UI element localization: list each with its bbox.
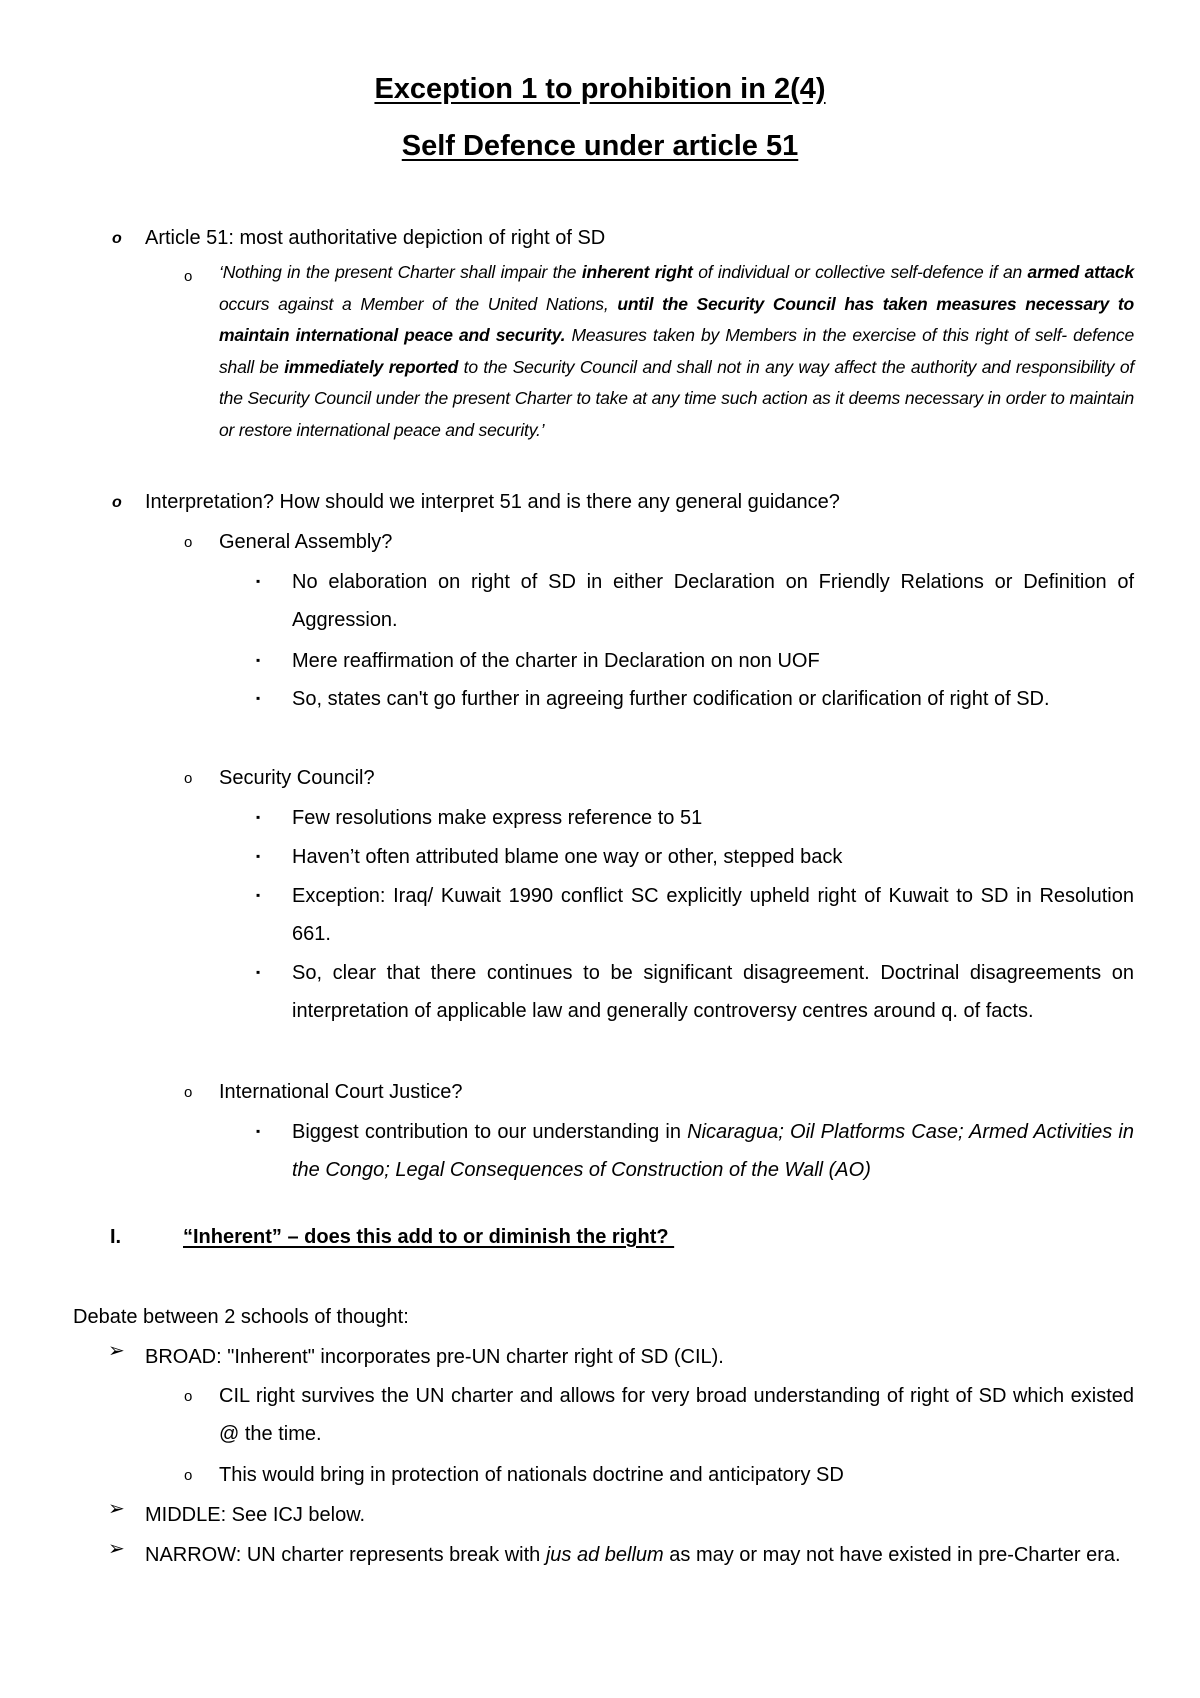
broad-item: BROAD: "Inherent" incorporates pre-UN charter right of SD (CIL).	[145, 1346, 724, 1368]
sc-item-2: Haven’t often attributed blame one way or other, stepped back	[292, 846, 843, 868]
arrow-bullet: ➢	[108, 1538, 125, 1560]
icj-item: Biggest contribution to our understanding in Nicaragua; Oil Platforms Case; Armed Activities in the Congo; Legal Consequences of Construction of the Wall (AO)	[292, 1121, 1134, 1181]
icj-case-list: Nicaragua; Oil Platforms Case; Armed Activities in the Congo; Legal Consequences of Construction of the Wall (AO)	[292, 1121, 1134, 1181]
square-bullet: ▪	[256, 849, 261, 863]
interpretation-item: Interpretation? How should we interpret 51 and is there any general guidance?	[145, 491, 840, 513]
general-assembly-label: General Assembly?	[219, 531, 393, 553]
sc-item-4: So, clear that there continues to be significant disagreement. Doctrinal disagreements on interpretation of applicable law and generally controversy centres around q. of facts.	[292, 962, 1134, 1022]
ga-item-2: Mere reaffirmation of the charter in Declaration on non UOF	[292, 650, 820, 672]
narrow-item: NARROW: UN charter represents break with jus ad bellum as may or may not have existed in pre-Charter era.	[145, 1544, 1121, 1566]
bullet-o-small: o	[184, 1388, 193, 1405]
bullet-o-small: o	[184, 534, 193, 551]
square-bullet: ▪	[256, 1124, 261, 1138]
square-bullet: ▪	[256, 965, 261, 979]
debate-intro: Debate between 2 schools of thought:	[73, 1306, 409, 1328]
sc-item-3: Exception: Iraq/ Kuwait 1990 conflict SC explicitly upheld right of Kuwait to SD in Resolution 661.	[292, 885, 1134, 945]
broad-sub-item-2: This would bring in protection of nationals doctrine and anticipatory SD	[219, 1464, 844, 1486]
sc-item-1: Few resolutions make express reference to 51	[292, 807, 703, 829]
page-title: Exception 1 to prohibition in 2(4)	[374, 73, 826, 105]
bullet-o-small: o	[184, 1084, 193, 1101]
article51-item: Article 51: most authoritative depiction of right of SD	[145, 227, 606, 249]
article51-quote: ‘Nothing in the present Charter shall impair the inherent right of individual or collective self-defence if an armed attack occurs against a Member of the United Nations, until the Security Council has taken measures necessary to maintain international peace and security. Measures taken by Members in the exercise of this right of self- defence shall be immediately reported to the Security Council and shall not in any way affect the authority and responsibility of the Security Council under the present Charter to take at any time such action as it deems necessary in order to maintain or restore international peace and security.’	[219, 262, 1135, 440]
security-council-label: Security Council?	[219, 767, 375, 789]
square-bullet: ▪	[256, 810, 261, 824]
ga-item-3: So, states can't go further in agreeing further codification or clarification of right of SD.	[292, 688, 1050, 710]
bullet-o: o	[112, 494, 122, 511]
page-subtitle: Self Defence under article 51	[401, 130, 799, 162]
square-bullet: ▪	[256, 691, 261, 705]
square-bullet: ▪	[256, 574, 261, 588]
bullet-o: o	[112, 230, 122, 247]
square-bullet: ▪	[256, 888, 261, 902]
bullet-o-small: o	[184, 268, 193, 285]
bullet-o-small: o	[184, 770, 193, 787]
arrow-bullet: ➢	[108, 1340, 125, 1362]
section-heading: “Inherent” – does this add to or diminish the right?	[183, 1226, 675, 1248]
icj-label: International Court Justice?	[219, 1081, 463, 1103]
section-numeral: I.	[110, 1226, 122, 1248]
middle-item: MIDDLE: See ICJ below.	[145, 1504, 366, 1526]
square-bullet: ▪	[256, 653, 261, 667]
arrow-bullet: ➢	[108, 1498, 125, 1520]
broad-sub-item-1: CIL right survives the UN charter and allows for very broad understanding of right of SD which existed @ the time.	[219, 1385, 1134, 1445]
bullet-o-small: o	[184, 1467, 193, 1484]
ga-item-1: No elaboration on right of SD in either Declaration on Friendly Relations or Definition of Aggression.	[292, 571, 1134, 631]
